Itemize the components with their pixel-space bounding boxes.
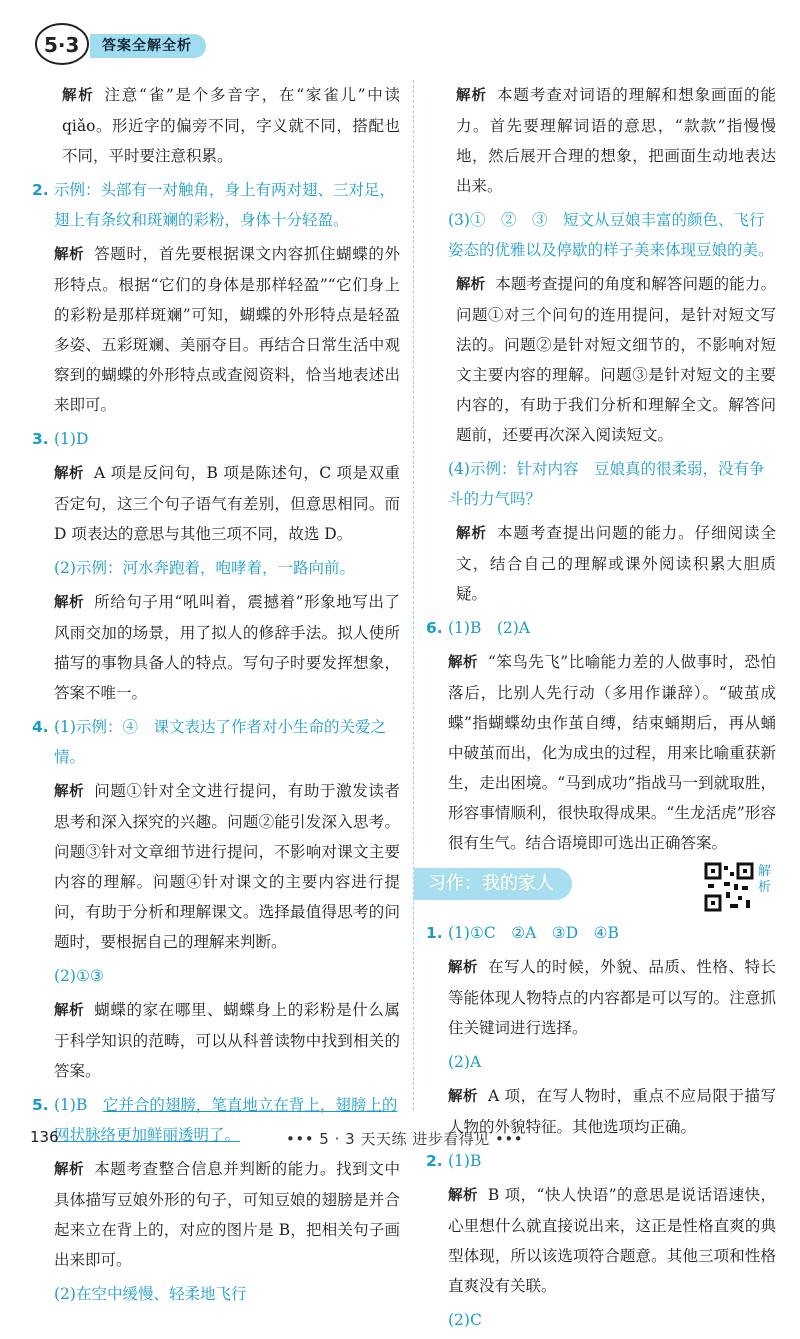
q4-answer-2: (2)①③ bbox=[54, 967, 104, 985]
qr-label: 解析 bbox=[758, 864, 772, 895]
qr-code-icon[interactable] bbox=[704, 862, 754, 912]
q5-answer-2: (2)在空中缓慢、轻柔地飞行 bbox=[54, 1285, 247, 1303]
page-header bbox=[34, 22, 234, 66]
q6-analysis: “笨鸟先飞”比喻能力差的人做事时，恐怕落后，比别人先行动（多用作谦辞）。“破茧成蝶”指蝴蝶幼虫作茧自缚，结束蛹期后，再从蛹中破茧而出，化为成虫的过程，用来比喻重获新生，走出困境。“马到成功”指战马一到就取胜，形容事情顺利，很快取得成果。“生龙活虎”形容很有生气。结合语境即可选出正确答案。 bbox=[448, 653, 776, 852]
q4-analysis-1: 问题①针对全文进行提问，有助于激发读者思考和深入探究的兴趣。问题②能引发深入思考。问题③针对文章细节进行提问，不影响对课文主要内容的理解。问题④针对课文的主要内容进行提问，有助于分析和理解课文。选择最值得思考的问题时，要根据自己的理解来判断。 bbox=[54, 782, 400, 951]
q3-answer-1: (1)D bbox=[54, 430, 89, 448]
q3-analysis-1: A 项是反问句，B 项是陈述句，C 项是双重否定句，这三个句子语气有差别，但意思相同。而 D 项表达的意思与其他三项不同，故选 D。 bbox=[54, 464, 400, 543]
section-title: 习作：我的家人 bbox=[414, 868, 572, 900]
intro-analysis: 解析 注意“雀”是个多音字，在“家雀儿”中读qiǎo。形近字的偏旁不同，字义就不同，搭配也不同，平时要注意积累。 bbox=[62, 86, 400, 165]
q-answer-3: (3)① ② ③ 短文从豆娘丰富的颜色、飞行姿态的优雅以及停歇的样子美来体现豆娘的美。 bbox=[448, 211, 774, 259]
s2-analysis-1: B 项，“快人快语”的意思是说话语速快，心里想什么就直接说出来，这正是性格直爽的典型体现，所以该选项符合题意。其他三项和性格直爽没有关联。 bbox=[448, 1186, 777, 1295]
s2-answer-2: (2)C bbox=[448, 1311, 482, 1329]
s2-answer-1: (1)B bbox=[448, 1152, 482, 1170]
s1-answer-1: (1)①C ②A ③D ④B bbox=[448, 924, 619, 942]
q4-analysis-2: 蝴蝶的家在哪里、蝴蝶身上的彩粉是什么属于科学知识的范畴，可以从科普读物中找到相关的答案。 bbox=[54, 1001, 400, 1080]
logo-text: 5·3 bbox=[44, 33, 80, 57]
question-2: 2. 示例：头部有一对触角，身上有两对翅、三对足，翅上有条纹和斑斓的彩粉，身体十分轻盈。 解析 答题时，首先要根据课文内容抓住蝴蝶的外形特点。根据“它们的身体是那样轻盈”“它们身上的彩粉是那样斑斓”可知，蝴蝶的外形特点是轻盈多姿、五彩斑斓、美丽夺目。再结合日常生活中观察到的蝴蝶的外形特点或查阅资料，恰当地表述出来即可。 bbox=[32, 181, 400, 414]
page-number: 136 bbox=[30, 1128, 59, 1146]
page-footer bbox=[0, 1118, 800, 1148]
column-divider bbox=[413, 80, 414, 1110]
question-5: 5. (1)B 它并合的翅膀，笔直地立在背上，翅膀上的网状脉络更加鲜丽透明了。 解析 本题考查整合信息并判断的能力。找到文中具体描写豆娘外形的句子，可知豆娘的翅膀是并合起来立在背上的，对应的图片是 B，把相关句子画出来即可。 (2)在空中缓慢、轻柔地飞行 bbox=[32, 1090, 400, 1309]
right-column bbox=[426, 80, 776, 1339]
q2-analysis: 答题时，首先要根据课文内容抓住蝴蝶的外形特点。根据“它们的身体是那样轻盈”“它们身上的彩粉是那样斑斓”可知，蝴蝶的外形特点是轻盈多姿、五彩斑斓、美丽夺目。再结合日常生活中观察到的蝴蝶的外形特点或查阅资料，恰当地表述出来即可。 bbox=[54, 245, 400, 414]
brand-logo-icon bbox=[34, 22, 92, 66]
header-badge: 答案全解全析 bbox=[90, 34, 206, 58]
right-analysis-2: 解析 本题考查提问的角度和解答问题的能力。问题①对三个问句的连用提问，是针对短文写法的。问题②是针对短文细节的，不影响对短文主要内容的理解。问题③是针对短文的主要内容的，有助于我们分析和理解全文。解答问题前，还要再次深入阅读短文。 bbox=[456, 275, 776, 444]
q3-analysis-2: 所给句子用“吼叫着，震撼着”形象地写出了风雨交加的场景，用了拟人的修辞手法。拟人使所描写的事物具备人的特点。写句子时要发挥想象，答案不唯一。 bbox=[54, 593, 400, 702]
q3-answer-2: (2)示例：河水奔跑着，咆哮着，一路向前。 bbox=[54, 559, 355, 577]
q-answer-4: (4)示例：针对内容 豆娘真的很柔弱，没有争斗的力气吗？ bbox=[448, 460, 765, 508]
right-analysis-1: 解析 本题考查对词语的理解和想象画面的能力。首先要理解词语的意思，“款款”指慢慢地，然后展开合理的想象，把画面生动地表达出来。 bbox=[456, 86, 776, 195]
q5-analysis-1: 本题考查整合信息并判断的能力。找到文中具体描写豆娘外形的句子，可知豆娘的翅膀是并合起来立在背上的，对应的图片是 B，把相关句子画出来即可。 bbox=[54, 1160, 400, 1269]
question-4: 4. (1)示例：④ 课文表达了作者对小生命的关爱之情。 解析 问题①针对全文进行提问，有助于激发读者思考和深入探究的兴趣。问题②能引发深入思考。问题③针对文章细节进行提问，不影响对课文主要内容的理解。问题④针对课文的主要内容进行提问，有助于分析和理解课文。选择最值得思考的问题时，要根据自己的理解来判断。 (2)①③ 解析 蝴蝶的家在哪里、蝴蝶身上的彩粉是什么属于科学知识的范畴，可以从科普读物中找到相关的答案。 bbox=[32, 718, 400, 1080]
s1-answer-2: (2)A bbox=[448, 1053, 482, 1071]
section-question-2: 2. (1)B 解析 B 项，“快人快语”的意思是说话语速快，心里想什么就直接说出来，这正是性格直爽的典型体现，所以该选项符合题意。其他三项和性格直爽没有关联。 (2)C bbox=[426, 1146, 776, 1335]
q4-answer-1: (1)示例：④ 课文表达了作者对小生命的关爱之情。 bbox=[54, 718, 386, 766]
question-6: 6. (1)B (2)A 解析 “笨鸟先飞”比喻能力差的人做事时，恐怕落后，比别人先行动（多用作谦辞）。“破茧成蝶”指蝴蝶幼虫作茧自缚，结束蛹期后，再从蛹中破茧而出，化为成虫的过程，用来比喻重获新生，走出困境。“马到成功”指战马一到就取胜，形容事情顺利，很快取得成果。“生龙活虎”形容很有生气。结合语境即可选出正确答案。 bbox=[426, 619, 776, 852]
analysis-label: 解析 bbox=[62, 88, 95, 104]
s1-analysis-2: A 项，在写人物时，重点不应局限于描写人物的外貌特征。其他选项均正确。 bbox=[448, 1087, 777, 1136]
q5-underlined-answer: 它并合的翅膀，笔直地立在背上，翅膀上的网状脉络更加鲜丽透明了。 bbox=[54, 1096, 398, 1144]
q2-answer: 示例：头部有一对触角，身上有两对翅、三对足，翅上有条纹和斑斓的彩粉，身体十分轻盈。 bbox=[54, 181, 396, 229]
footer-slogan: ••• 5 · 3 天天练 进步看得见 ••• bbox=[286, 1130, 524, 1148]
q6-answer: (1)B (2)A bbox=[448, 619, 530, 637]
section-header bbox=[414, 864, 776, 904]
question-3: 3. (1)D 解析 A 项是反问句，B 项是陈述句，C 项是双重否定句，这三个句子语气有差别，但意思相同。而 D 项表达的意思与其他三项不同，故选 D。 (2)示例：河水奔跑着，咆哮着，一路向前。 解析 所给句子用“吼叫着，震撼着”形象地写出了风雨交加的场景，用了拟人的修辞手法。拟人使所描写的事物具备人的特点。写句子时要发挥想象，答案不唯一。 bbox=[32, 430, 400, 702]
right-analysis-3: 解析 本题考查提出问题的能力。仔细阅读全文，结合自己的理解或课外阅读积累大胆质疑。 bbox=[456, 524, 776, 603]
section-question-1: 1. (1)①C ②A ③D ④B 解析 在写人的时候，外貌、品质、性格、特长等能体现人物特点的内容都是可以写的。注意抓住关键词进行选择。 (2)A 解析 A 项，在写人物时，重点不应局限于描写人物的外貌特征。其他选项均正确。 bbox=[426, 924, 777, 1136]
s1-analysis-1: 在写人的时候，外貌、品质、性格、特长等能体现人物特点的内容都是可以写的。注意抓住关键词进行选择。 bbox=[448, 958, 776, 1037]
